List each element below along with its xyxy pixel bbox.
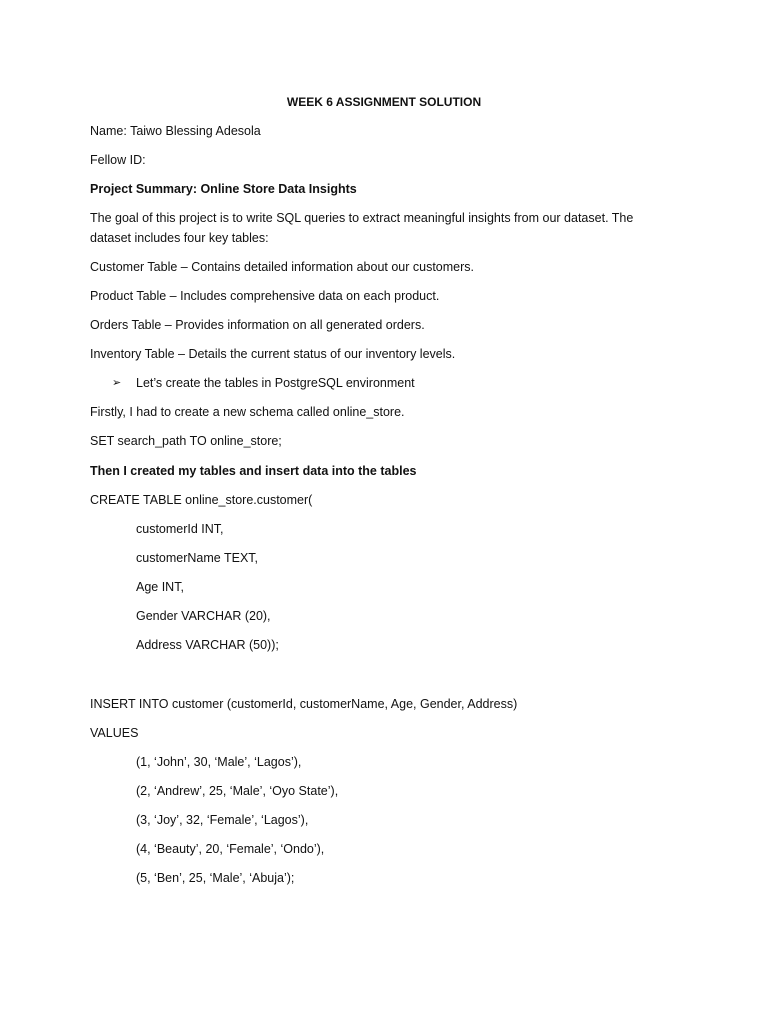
values-keyword: VALUES — [90, 726, 139, 740]
schema-line: Firstly, I had to create a new schema called online_store. — [90, 405, 405, 419]
create-column-line: Address VARCHAR (50)); — [136, 638, 279, 652]
value-row: (1, ‘John’, 30, ‘Male’, ‘Lagos’), — [136, 755, 302, 769]
value-row: (3, ‘Joy’, 32, ‘Female’, ‘Lagos’), — [136, 813, 309, 827]
create-column-line: Age INT, — [136, 580, 184, 594]
search-path-line: SET search_path TO online_store; — [90, 434, 282, 448]
insert-line: INSERT INTO customer (customerId, customerName, Age, Gender, Address) — [90, 697, 518, 711]
create-table-line: CREATE TABLE online_store.customer( — [90, 493, 313, 507]
bullet-text: Let’s create the tables in PostgreSQL environment — [136, 376, 415, 390]
value-row: (4, ‘Beauty’, 20, ‘Female’, ‘Ondo’), — [136, 842, 325, 856]
create-column-line: customerName TEXT, — [136, 551, 259, 565]
fellow-id-line: Fellow ID: — [90, 153, 146, 167]
project-summary-heading: Project Summary: Online Store Data Insights — [90, 182, 357, 196]
intro-paragraph: The goal of this project is to write SQL queries to extract meaningful insights from our dataset. The dataset includes four key tables: — [90, 211, 634, 245]
arrow-bullet-icon: ➢ — [112, 377, 122, 389]
table-description-customer: Customer Table – Contains detailed information about our customers. — [90, 260, 475, 274]
name-line: Name: Taiwo Blessing Adesola — [90, 124, 261, 138]
create-column-line: customerId INT, — [136, 522, 224, 536]
table-description-orders: Orders Table – Provides information on all generated orders. — [90, 318, 425, 332]
document-title: WEEK 6 ASSIGNMENT SOLUTION — [286, 95, 482, 109]
value-row: (5, ‘Ben’, 25, ‘Male’, ‘Abuja’); — [136, 871, 295, 885]
value-row: (2, ‘Andrew’, 25, ‘Male’, ‘Oyo State’), — [136, 784, 339, 798]
table-description-inventory: Inventory Table – Details the current status of our inventory levels. — [90, 347, 456, 361]
create-column-line: Gender VARCHAR (20), — [136, 609, 271, 623]
tables-heading: Then I created my tables and insert data into the tables — [90, 464, 417, 478]
table-description-product: Product Table – Includes comprehensive data on each product. — [90, 289, 440, 303]
